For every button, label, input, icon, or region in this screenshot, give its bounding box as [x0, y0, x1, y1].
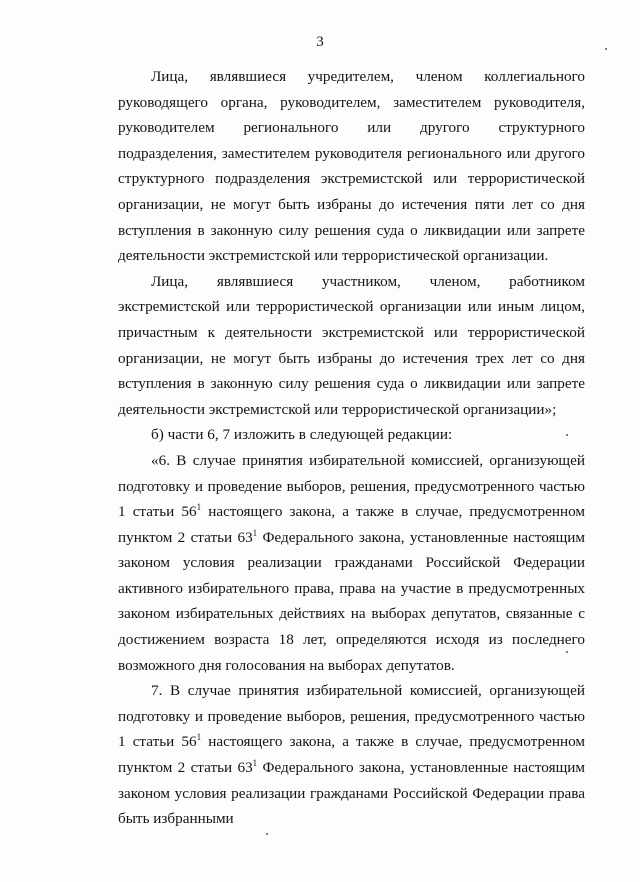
- part-7-text-b: настоящего закона, а также в случае, предусмотренном пунктом 2 статьи 63: [118, 733, 585, 777]
- part-6-text-c: Федерального закона, установленные настоящим законом условия реализации гражданами Российской Федерации активного избирательного права, права на участие в предусмотренных законом избирательных действиях на выборах депутатов, связанные с достижением возраста 18 лет, определяются исходя из последнего возможного дня голосования на выборах депутатов.: [118, 528, 586, 674]
- page-number: 3: [316, 34, 324, 50]
- part-7-superscript-2: 1: [252, 758, 258, 769]
- part-7-text-a: 7. В случае принятия избирательной комиссией, организующей подготовку и проведение выборов, решения, предусмотренного частью 1 статьи 56: [118, 682, 585, 751]
- paragraph-part-7: [118, 678, 585, 832]
- scan-speck: [266, 833, 268, 835]
- document-body: [118, 64, 585, 832]
- scan-speck: [605, 48, 607, 50]
- paragraph-founders: Лица, являвшиеся учредителем, членом коллегиального руководящего органа, руководителем, заместителем руководителя, руководителем регионального или другого структурного подразделения, заместителем руководителя регионального или другого структурного подразделения экстремистской или террористической организации, не могут быть избраны до истечения пяти лет со дня вступления в законную силу решения суда о ликвидации или запрете деятельности экстремистской или террористической организации.: [118, 68, 585, 265]
- part-6-text-a: «6. В случае принятия избирательной комиссией, организующей подготовку и проведение выборов, решения, предусмотренного частью 1 статьи 56: [118, 451, 585, 521]
- scan-speck: [566, 651, 568, 653]
- part-6-text-b: настоящего закона, а также в случае, предусмотренном пунктом 2 статьи 63: [118, 503, 585, 546]
- paragraph-part-6: [118, 448, 585, 678]
- part-6-superscript-2: 1: [252, 527, 258, 538]
- part-7-superscript-1: 1: [196, 732, 202, 743]
- part-6-superscript-1: 1: [196, 502, 202, 513]
- part-7-text-c: Федерального закона, установленные настоящим законом условия реализации гражданами Российской Федерации права быть избранными: [118, 759, 586, 828]
- scan-speck: [566, 434, 568, 436]
- paragraph-participants: Лица, являвшиеся участником, членом, работником экстремистской или террористической организации или иным лицом, причастным к деятельности экстремистской или террористической организации, не могут быть избраны до истечения трех лет со дня вступления в законную силу решения суда о ликвидации или запрете деятельности экстремистской или террористической организации»;: [118, 272, 585, 418]
- paragraph-amendment-intro: б) части 6, 7 изложить в следующей редакции:: [151, 426, 453, 444]
